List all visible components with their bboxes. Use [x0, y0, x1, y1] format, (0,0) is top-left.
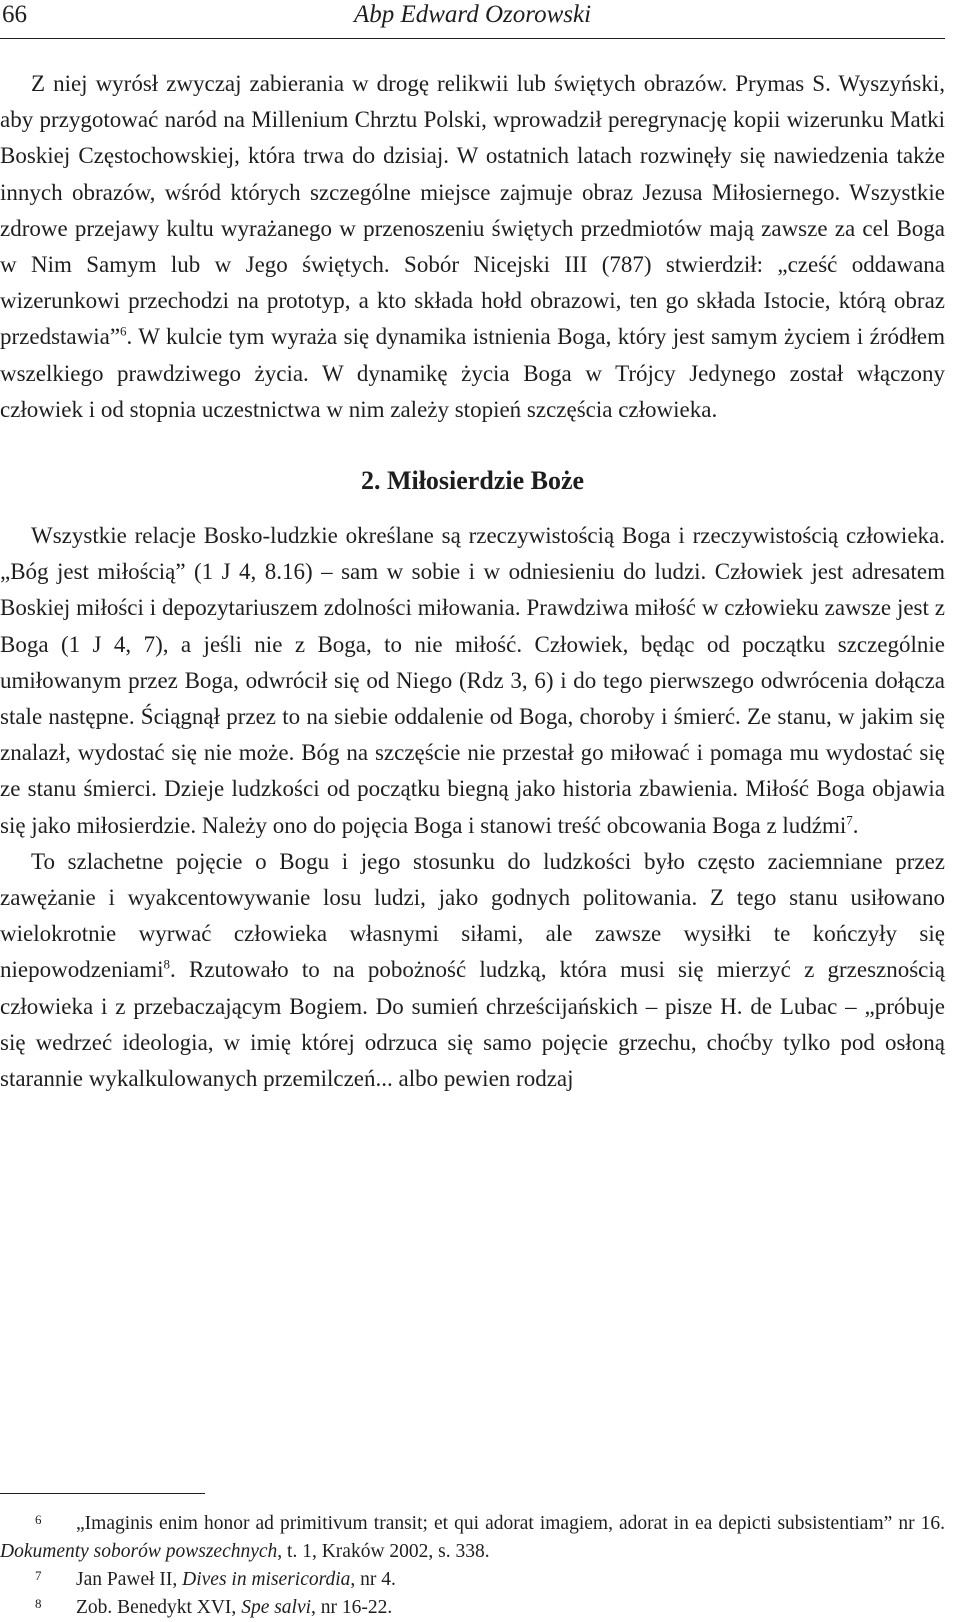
paragraph-3-text: To szlachetne pojęcie o Bogu i jego stosunku do ludzkości było często zaciemniane przez zawężanie i wyakcentowywanie losu ludzi, jako godnych politowania. Z tego stanu usiłowano wielokrotnie wyrwać człowieka własnymi siłami, ale zawsze wysiłki te kończyły się niepowodzeniami: [0, 848, 945, 983]
footnote-separator: [0, 1493, 205, 1494]
running-title: Abp Edward Ozorowski: [353, 1, 592, 28]
main-text: [0, 66, 945, 1097]
page-number: 66: [2, 1, 27, 28]
paragraph-1: [0, 66, 945, 428]
footnote-ref-6[interactable]: 6: [120, 323, 127, 339]
paragraph-2-text: Wszystkie relacje Bosko-ludzkie określane są rzeczywistością Boga i rzeczywistością człowieka. „Bóg jest miłością” (1 J 4, 8.16) – sam w sobie i w odniesieniu do ludzi. Człowiek jest adresatem Boskiej miłości i depozytariuszem zdolności miłowania. Prawdziwa miłość w człowieku zawsze jest z Boga (1 J 4, 7), a jeśli nie z Boga, to nie miłość. Człowiek, będąc od początku szczególnie umiłowanym przez Boga, odwrócił się od Niego (Rdz 3, 6) i do tego pierwszego odwrócenia dołącza stale następne. Ściągnął przez to na siebie oddalenie od Boga, choroby i śmierć. Ze stanu, w jakim się znalazł, wydostać się nie może. Bóg na szczęście nie przestał go miłować i pomaga mu wydostać się ze stanu śmierci. Dzieje ludzkości od początku biegną jako historia zbawienia. Miłość Boga objawia się jako miłosierdzie. Należy ono do pojęcia Boga i stanowi treść obcowania Boga z ludźmi: [0, 523, 945, 838]
footnote-text-cont: , nr 4.: [350, 1569, 396, 1590]
footnote-title: Spe salvi: [241, 1597, 312, 1618]
footnote-8: 8 Zob. Benedykt XVI, Spe salvi, nr 16-22.: [35, 1596, 393, 1618]
footnote-text-cont: , nr 16-22.: [311, 1597, 393, 1618]
footnote-ref-8[interactable]: 8: [163, 956, 171, 972]
paragraph-1-text-cont: . W kulcie tym wyraża się dynamika istnienia Boga, który jest samym życiem i źródłem wszelkiego prawdziwego życia. W dynamikę życia Boga w Trójcy Jedynego został włączony człowiek i od stopnia uczestnictwa w nim zależy stopień szczęścia człowieka.: [0, 324, 945, 422]
footnote-text: Jan Paweł II,: [76, 1569, 183, 1590]
footnote-title: Dokumenty soborów powszechnych: [0, 1541, 278, 1562]
footnote-text-cont: , t. 1, Kraków 2002, s. 338.: [277, 1541, 490, 1562]
paragraph-1-text: Z niej wyrósł zwyczaj zabierania w drogę relikwii lub świętych obrazów. Prymas S. Wyszyński, aby przygotować naród na Millenium Chrztu Polski, wprowadził peregrynację kopii wizerunku Matki Boskiej Częstochowskiej, która trwa do dzisiaj. W ostatnich latach rozwinęły się nawiedzenia także innych obrazów, wśród których szczególne miejsce zajmuje obraz Jezusa Miłosiernego. Wszystkie zdrowe przejawy kultu wyrażanego w przenoszeniu świętych przedmiotów mają zawsze za cel Boga w Nim Samym lub w Jego świętych. Sobór Nicejski III (787) stwierdził: „cześć oddawana wizerunkowi przechodzi na prototyp, a kto składa hołd obrazowi, ten go składa Istocie, którą obraz przedstawia”: [0, 71, 945, 350]
section-heading: 2. Miłosierdzie Boże: [360, 466, 585, 496]
footnote-6: 6 „Imaginis enim honor ad primitivum transit; et qui adorat imagiem, adorat in ea depicti subsistentiam” nr 16. Dokumenty soborów powszechnych, t. 1, Kraków 2002, s. 338.: [0, 1512, 945, 1562]
paragraph-3: [0, 844, 945, 1097]
footnote-title: Dives in misericordia: [182, 1569, 351, 1590]
footnote-ref-7[interactable]: 7: [846, 812, 853, 827]
paragraph-2: [0, 518, 945, 844]
footnote-text: „Imaginis enim honor ad primitivum transit; et qui adorat imagiem, adorat in ea depicti subsistentiam” nr 16.: [76, 1513, 945, 1534]
footnote-text: Zob. Benedykt XVI,: [76, 1597, 242, 1618]
page-header: [0, 0, 945, 39]
footnotes: [0, 1510, 945, 1622]
paragraph-3-text-cont: . Rzutowało to na pobożność ludzką, która musi się mierzyć z grzesznością człowieka i z przebaczającym Bogiem. Do sumień chrześcijańskich – pisze H. de Lubac – „próbuje się wedrzeć ideologia, w imię której odrzuca się samo pojęcie grzechu, choćby tylko pod osłoną starannie wykalkulowanych przemilczeń... albo pewien rodzaj: [0, 957, 945, 1092]
footnote-7: 7 Jan Paweł II, Dives in misericordia, nr 4.: [35, 1568, 396, 1590]
paragraph-2-text-cont: .: [852, 812, 859, 838]
